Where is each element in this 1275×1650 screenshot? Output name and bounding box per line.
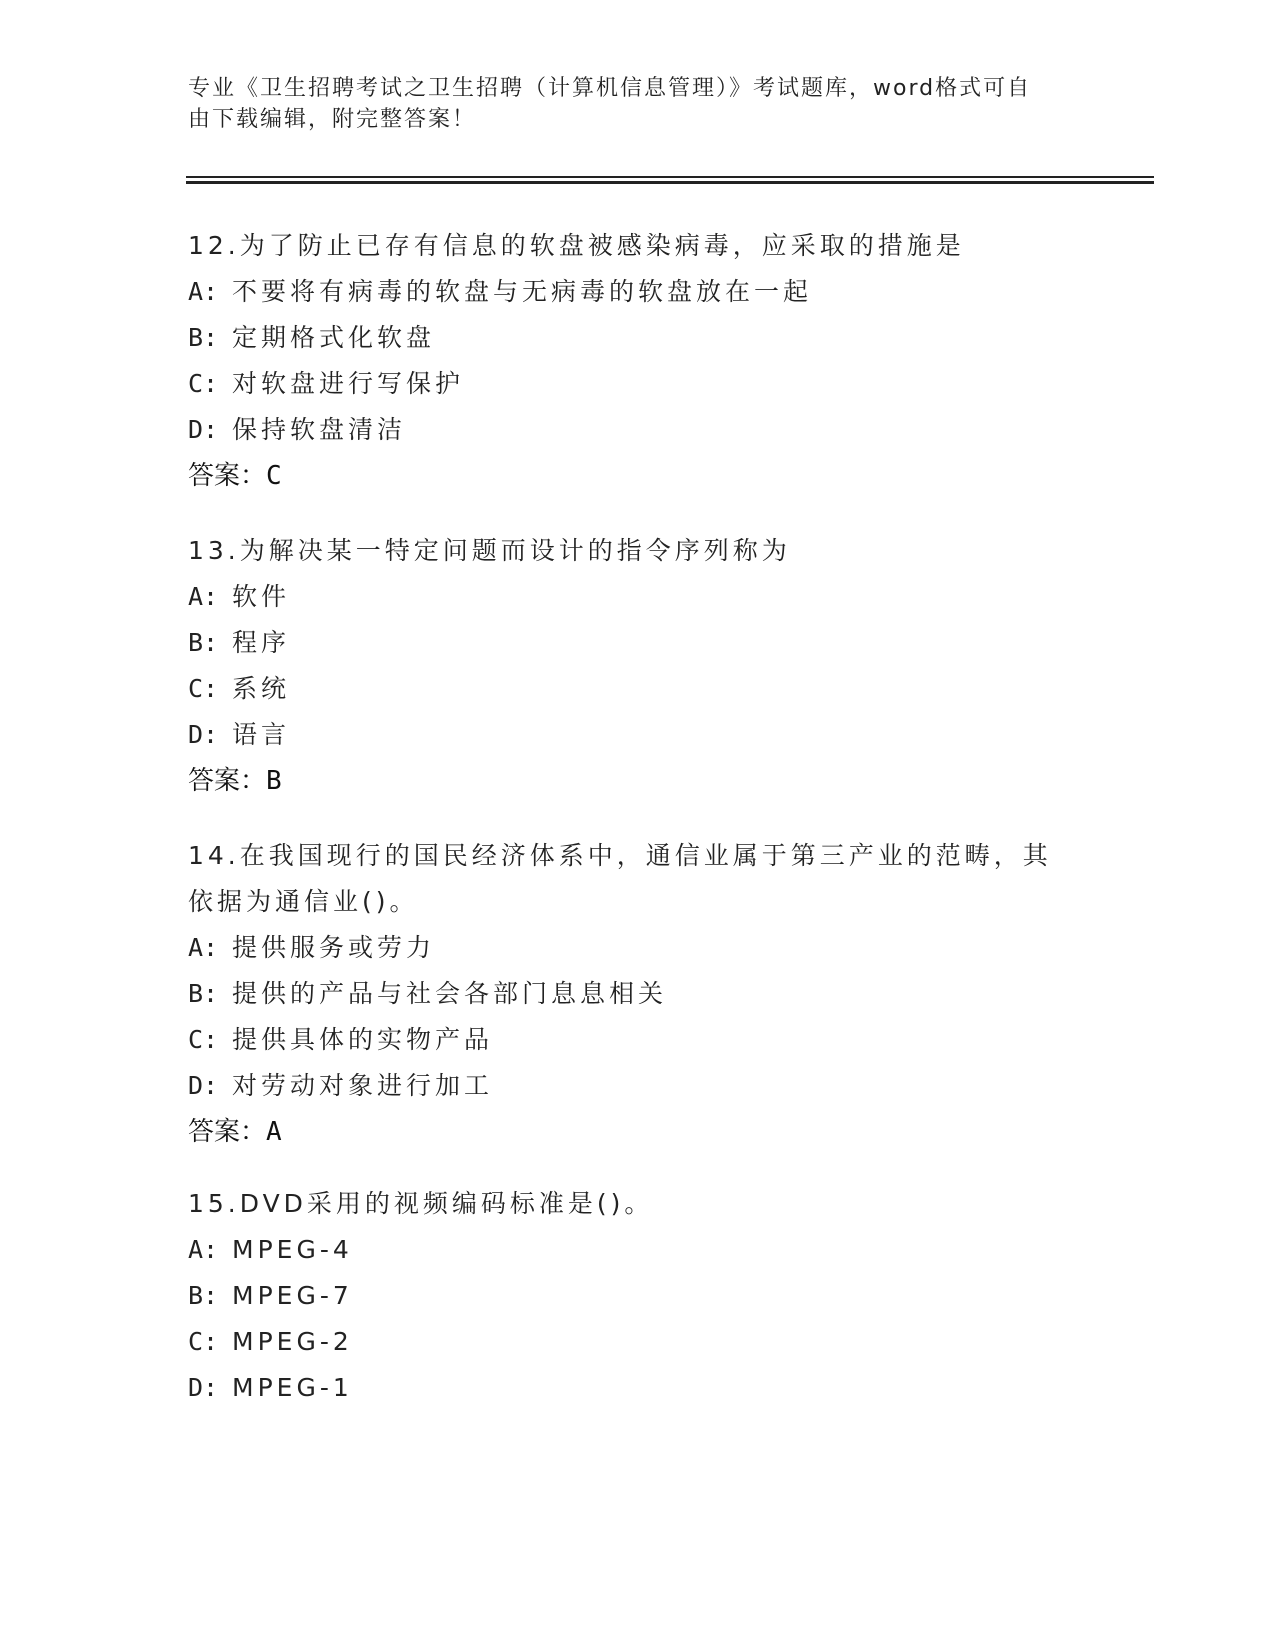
answer-value: A [266, 1117, 282, 1147]
option-text: 对软盘进行写保护 [232, 369, 465, 398]
option-letter: A: [188, 277, 219, 306]
answer-value: C [266, 461, 282, 491]
answer-label: 答案： [188, 461, 267, 491]
option-letter: B: [188, 323, 219, 352]
option-letter: B: [188, 1281, 219, 1310]
option-letter: A: [188, 933, 219, 962]
option-text: MPEG-2 [232, 1327, 353, 1356]
answer-line [188, 758, 1088, 804]
option-c [188, 1017, 1068, 1063]
option-letter: B: [188, 628, 219, 657]
option-text: 系统 [232, 674, 291, 703]
option-letter: C: [188, 674, 219, 703]
option-c [188, 361, 1088, 407]
header-divider-thin [186, 176, 1154, 178]
option-text: 对劳动对象进行加工 [232, 1071, 494, 1100]
option-letter: D: [188, 720, 219, 749]
question-15 [188, 1181, 1088, 1411]
option-text: MPEG-7 [232, 1281, 353, 1310]
option-text: 提供具体的实物产品 [232, 1025, 494, 1054]
option-text: 不要将有病毒的软盘与无病毒的软盘放在一起 [232, 277, 813, 306]
header-divider-thick [186, 181, 1154, 184]
answer-label: 答案： [188, 766, 267, 796]
header-line-1: 专业《卫生招聘考试之卫生招聘（计算机信息管理）》考试题库，word格式可自 [188, 76, 1032, 101]
question-stem: 12.为了防止已存有信息的软盘被感染病毒，应采取的措施是 [188, 231, 965, 260]
option-letter: B: [188, 979, 219, 1008]
option-b [188, 971, 1068, 1017]
option-letter: D: [188, 1373, 219, 1402]
option-letter: C: [188, 369, 219, 398]
option-letter: C: [188, 1327, 219, 1356]
option-letter: D: [188, 415, 219, 444]
option-text: MPEG-4 [232, 1235, 353, 1264]
answer-label: 答案： [188, 1117, 267, 1147]
option-d [188, 1063, 1068, 1109]
option-letter: A: [188, 582, 219, 611]
answer-value: B [266, 766, 282, 796]
question-stem: 14.在我国现行的国民经济体系中，通信业属于第三产业的范畴，其依据为通信业()。 [188, 841, 1052, 916]
option-text: 定期格式化软盘 [232, 323, 436, 352]
option-letter: D: [188, 1071, 219, 1100]
header-line-2: 由下载编辑，附完整答案！ [188, 107, 477, 132]
question-stem: 13.为解决某一特定问题而设计的指令序列称为 [188, 536, 791, 565]
option-text: 软件 [232, 582, 291, 611]
answer-line [188, 1109, 1068, 1155]
option-letter: A: [188, 1235, 219, 1264]
question-13 [188, 528, 1088, 804]
option-a [188, 1227, 1088, 1273]
document-header [188, 73, 1068, 135]
option-text: 保持软盘清洁 [232, 415, 407, 444]
question-12 [188, 223, 1088, 499]
question-14 [188, 833, 1068, 1155]
option-a [188, 269, 1088, 315]
option-a [188, 925, 1068, 971]
option-b [188, 315, 1088, 361]
option-text: MPEG-1 [232, 1373, 353, 1402]
option-d [188, 1365, 1088, 1411]
option-c [188, 666, 1088, 712]
option-letter: C: [188, 1025, 219, 1054]
option-d [188, 712, 1088, 758]
option-text: 提供的产品与社会各部门息息相关 [232, 979, 668, 1008]
option-c [188, 1319, 1088, 1365]
option-text: 提供服务或劳力 [232, 933, 436, 962]
question-stem: 15.DVD采用的视频编码标准是()。 [188, 1189, 654, 1218]
option-text: 语言 [232, 720, 291, 749]
answer-line [188, 453, 1088, 499]
option-b [188, 1273, 1088, 1319]
option-d [188, 407, 1088, 453]
option-text: 程序 [232, 628, 291, 657]
option-b [188, 620, 1088, 666]
option-a [188, 574, 1088, 620]
